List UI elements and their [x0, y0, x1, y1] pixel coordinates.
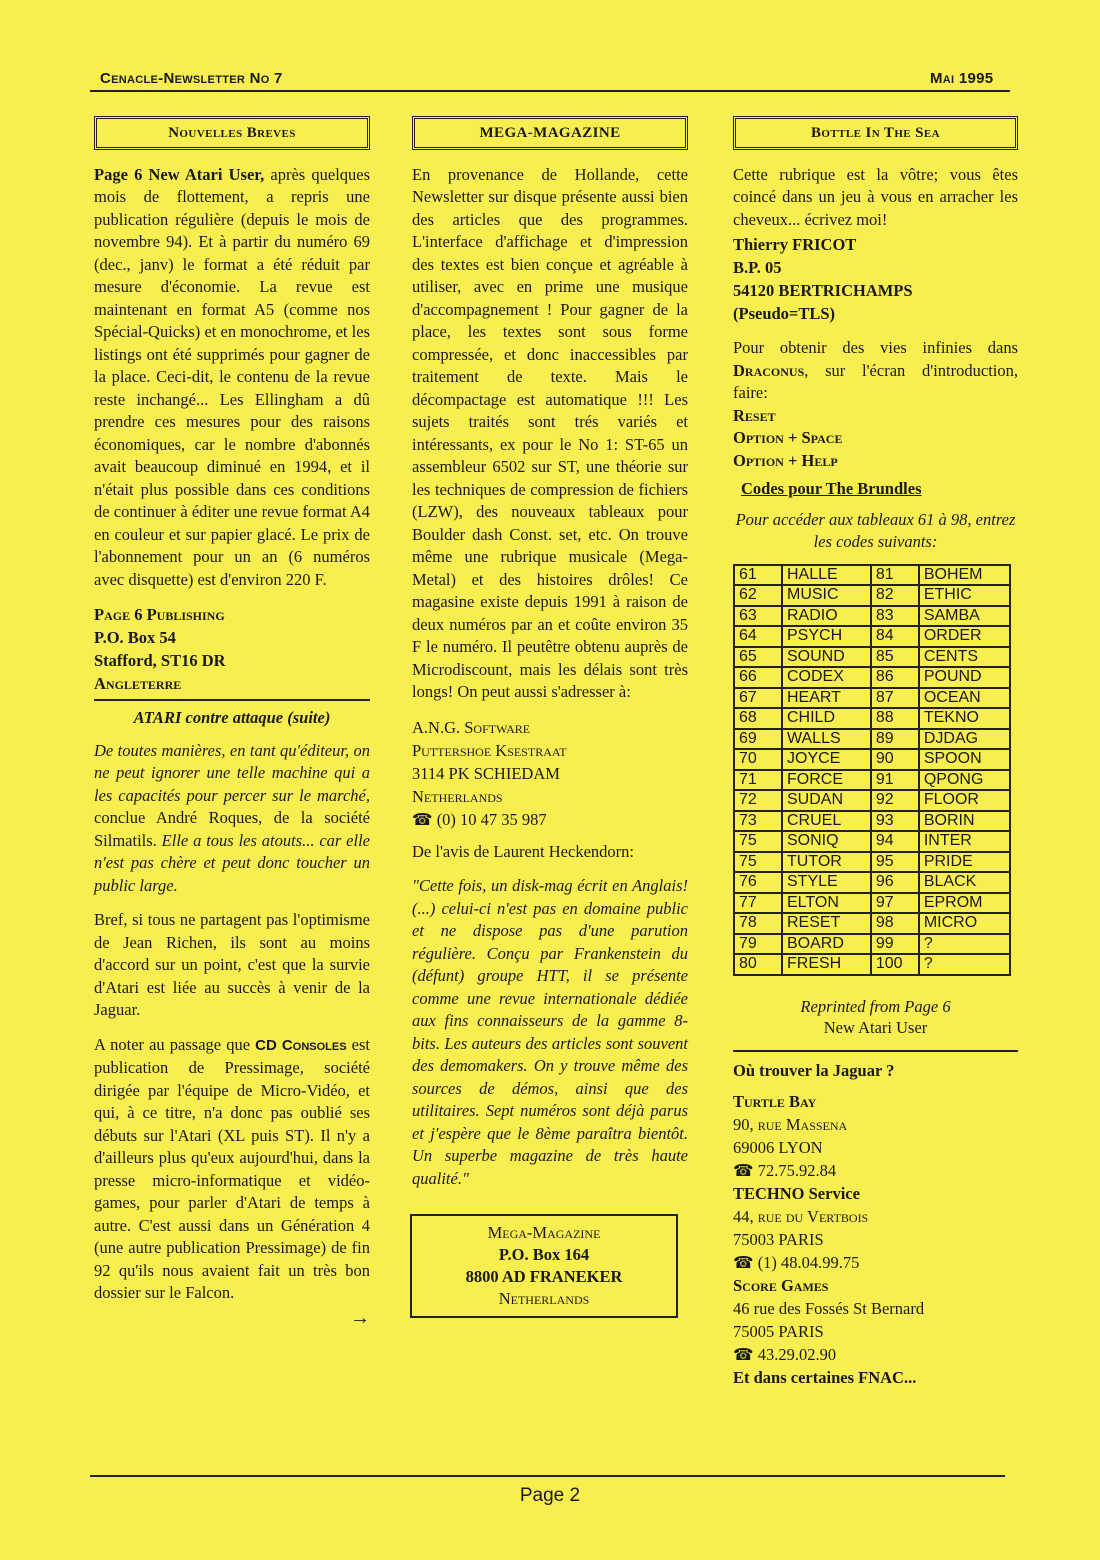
cheat-step: Reset — [733, 405, 776, 425]
codes-row — [734, 852, 1010, 873]
level-code-cell: INTER — [919, 831, 1010, 852]
level-number-cell: 95 — [871, 852, 919, 873]
level-number-cell: 67 — [734, 688, 782, 709]
continue-arrow-icon: → — [350, 1306, 370, 1329]
level-code-cell: TEKNO — [919, 708, 1010, 729]
quote-text: Elle a tous les atouts... car elle n'est pas chère et peut donc toucher un public large. — [94, 830, 370, 895]
level-code-cell: BLACK — [919, 872, 1010, 893]
store-city: 69006 LYON — [733, 1138, 823, 1157]
level-number-cell: 72 — [734, 790, 782, 811]
level-number-cell: 80 — [734, 954, 782, 975]
store-name: Score Games — [733, 1276, 829, 1295]
level-number-cell: 82 — [871, 585, 919, 606]
software-address — [412, 716, 688, 831]
level-code-cell: PRIDE — [919, 852, 1010, 873]
codes-row — [734, 565, 1010, 586]
codes-row — [734, 606, 1010, 627]
level-code-cell: EPROM — [919, 893, 1010, 914]
level-number-cell: 84 — [871, 626, 919, 647]
header-rule — [90, 90, 1010, 92]
codes-row — [734, 872, 1010, 893]
credit-line: New Atari User — [823, 1017, 928, 1037]
codes-row — [734, 934, 1010, 955]
level-number-cell: 99 — [871, 934, 919, 955]
codes-row — [734, 647, 1010, 668]
article-text: Pour obtenir des vies infinies dans — [733, 338, 1018, 357]
closing-note: Et dans certaines FNAC... — [733, 1368, 917, 1387]
address-line: Netherlands — [412, 786, 503, 806]
column-mega-magazine — [412, 116, 688, 1318]
codes-row — [734, 913, 1010, 934]
codes-row — [734, 585, 1010, 606]
address-line: Puttershoe Ksestraat — [412, 740, 567, 760]
level-number-cell: 61 — [734, 565, 782, 586]
footer-rule — [90, 1475, 1005, 1477]
level-number-cell: 92 — [871, 790, 919, 811]
level-number-cell: 91 — [871, 770, 919, 791]
page-number: Page 2 — [519, 1485, 581, 1506]
address-line: P.O. Box 54 — [94, 628, 176, 647]
level-number-cell: 98 — [871, 913, 919, 934]
level-code-cell: JOYCE — [782, 749, 871, 770]
level-number-cell: 89 — [871, 729, 919, 750]
contact-address — [733, 233, 1018, 325]
phone-number: ☎ 72.75.92.84 — [733, 1159, 1018, 1182]
level-code-cell: BORIN — [919, 811, 1010, 832]
level-code-cell: SUDAN — [782, 790, 871, 811]
level-code-cell: FRESH — [782, 954, 871, 975]
address-line: 8800 AD FRANEKER — [465, 1267, 623, 1286]
codes-title: Codes pour The Brundles — [741, 479, 922, 498]
level-number-cell: 81 — [871, 565, 919, 586]
level-code-cell: ? — [919, 954, 1010, 975]
codes-row — [734, 729, 1010, 750]
game-name: Draconus — [733, 360, 805, 380]
level-number-cell: 65 — [734, 647, 782, 668]
level-code-cell: MUSIC — [782, 585, 871, 606]
article-text: A noter au passage que — [94, 1034, 256, 1054]
store-street: 46 rue des Fossés St Bernard — [733, 1299, 925, 1318]
level-number-cell: 77 — [734, 893, 782, 914]
level-number-cell: 63 — [734, 606, 782, 627]
level-number-cell: 62 — [734, 585, 782, 606]
store-street: 44, rue du Vertbois — [733, 1207, 869, 1226]
store-city: 75005 PARIS — [733, 1322, 824, 1341]
codes-row — [734, 626, 1010, 647]
address-line: Mega-Magazine — [487, 1223, 601, 1242]
subsection-title: ATARI contre attaque (suite) — [133, 708, 331, 727]
level-code-cell: SAMBA — [919, 606, 1010, 627]
phone-number: ☎ (1) 48.04.99.75 — [733, 1251, 1018, 1274]
issue-date: Mai 1995 — [930, 70, 994, 87]
address-line: P.O. Box 164 — [498, 1245, 590, 1264]
level-number-cell: 88 — [871, 708, 919, 729]
mega-magazine-address-box — [410, 1214, 678, 1318]
level-number-cell: 96 — [871, 872, 919, 893]
level-code-cell: OCEAN — [919, 688, 1010, 709]
address-line: Stafford, ST16 DR — [94, 651, 226, 670]
article-text: après quelques mois de flottement, a repris une publication régulière (depuis le mois de novembre 94). Et à partir du numéro 69 (dec., janv) le format a été réduit par mesure d'économie. La revue est maintenant en format A5 (comme nos Spécial-Quicks) et en monochrome, et les listings ont été supprimés pour gagner de la place. Ceci-dit, le contenu de la revue reste inchangé... Les Ellingham a dû prendre ces mesures pour des raisons économiques, car le nombre d'abonnés avait beaucoup diminué en 1994, et il n'était plus possible dans ces conditions de continuer à éditer une revue format A4 en couleur et sur papier glacé. Le prix de l'abonnement pour un an (6 numéros avec disquette) est d'environ 220 F. — [94, 164, 371, 589]
section-title-bottle-in-the-sea: Bottle In The Sea — [733, 116, 1018, 150]
credit-line: Reprinted from Page 6 — [800, 996, 951, 1016]
level-code-cell: TUTOR — [782, 852, 871, 873]
article-paragraph: De l'avis de Laurent Heckendorn: — [412, 841, 634, 861]
level-code-cell: RADIO — [782, 606, 871, 627]
level-code-cell: HEART — [782, 688, 871, 709]
level-number-cell: 76 — [734, 872, 782, 893]
level-number-cell: 68 — [734, 708, 782, 729]
level-number-cell: 90 — [871, 749, 919, 770]
article-paragraph: Bref, si tous ne partagent pas l'optimisme de Jean Richen, ils sont au moins d'accord sur un point, c'est que la survie d'Atari est liée au succès à venir de la Jaguar. — [94, 910, 370, 1019]
column-nouvelles-breves — [94, 116, 370, 1329]
level-code-cell: STYLE — [782, 872, 871, 893]
codes-row — [734, 811, 1010, 832]
level-code-cell: SPOON — [919, 749, 1010, 770]
level-code-cell: SONIQ — [782, 831, 871, 852]
address-line: Page 6 Publishing — [94, 605, 225, 624]
cheat-step: Option + Help — [733, 450, 838, 470]
level-number-cell: 93 — [871, 811, 919, 832]
level-number-cell: 75 — [734, 831, 782, 852]
level-code-cell: FORCE — [782, 770, 871, 791]
codes-row — [734, 893, 1010, 914]
magazine-name: CD Consoles — [255, 1036, 347, 1054]
column-bottle-in-the-sea — [733, 116, 1018, 1393]
address-line: A.N.G. Software — [412, 717, 531, 737]
address-line: 3114 PK SCHIEDAM — [412, 763, 560, 783]
section-title-nouvelles-breves: Nouvelles Breves — [94, 116, 370, 150]
level-code-cell: BOHEM — [919, 565, 1010, 586]
level-code-cell: ELTON — [782, 893, 871, 914]
address-line: Angleterre — [94, 674, 182, 693]
subsection-title: Où trouver la Jaguar ? — [733, 1060, 895, 1080]
level-number-cell: 87 — [871, 688, 919, 709]
article-paragraph — [94, 1034, 370, 1305]
store-name: TECHNO Service — [733, 1184, 860, 1203]
store-name: Turtle Bay — [733, 1092, 817, 1111]
level-code-cell: BOARD — [782, 934, 871, 955]
section-divider — [733, 1050, 1018, 1052]
section-divider — [94, 699, 370, 701]
level-number-cell: 85 — [871, 647, 919, 668]
level-code-cell: CHILD — [782, 708, 871, 729]
level-code-cell: RESET — [782, 913, 871, 934]
level-code-cell: CENTS — [919, 647, 1010, 668]
level-number-cell: 100 — [871, 954, 919, 975]
level-code-cell: WALLS — [782, 729, 871, 750]
codes-row — [734, 770, 1010, 791]
section-title-mega-magazine: MEGA-MAGAZINE — [412, 116, 688, 150]
codes-intro: Pour accéder aux tableaux 61 à 98, entrez les codes suivants: — [735, 509, 1016, 551]
cheat-step: Option + Space — [733, 428, 843, 447]
codes-row — [734, 790, 1010, 811]
article-paragraph: Cette rubrique est la vôtre; vous êtes coincé dans un jeu à vous en arracher les cheveux... écrivez moi! — [733, 164, 1018, 229]
level-code-cell: ORDER — [919, 626, 1010, 647]
level-code-cell: SOUND — [782, 647, 871, 668]
level-code-cell: DJDAG — [919, 729, 1010, 750]
codes-row — [734, 749, 1010, 770]
address-line: Netherlands — [498, 1289, 590, 1308]
address-line: Thierry FRICOT — [733, 235, 857, 254]
level-number-cell: 97 — [871, 893, 919, 914]
phone-number: ☎ (0) 10 47 35 987 — [412, 808, 688, 831]
codes-row — [734, 954, 1010, 975]
publisher-address — [94, 603, 370, 695]
article-text: conclue André Roques, de la société Silmatils. — [94, 808, 370, 850]
store-street: 90, rue Massena — [733, 1115, 848, 1134]
level-code-cell: PSYCH — [782, 626, 871, 647]
article-paragraph — [94, 740, 370, 898]
level-number-cell: 71 — [734, 770, 782, 791]
review-quote: "Cette fois, un disk-mag écrit en Anglais! (...) celui-ci n'est pas en domaine public et ne dispose pas d'une parution régulière. Conçu par Frankenstein du (défunt) groupe HTT, il se présente comme une revue internationale dédiée aux fins connaisseurs de la gamme 8-bits. Les auteurs des articles sont souvent des demomakers. On y trouve même des sources de démos, ainsi que des utilitaires. Sept numéros sont déjà parus et j'espère que le 8ème paraîtra bientôt. Un superbe magazine de très haute qualité." — [412, 876, 688, 1188]
level-number-cell: 66 — [734, 667, 782, 688]
article-paragraph — [94, 164, 370, 592]
level-code-cell: ? — [919, 934, 1010, 955]
level-number-cell: 69 — [734, 729, 782, 750]
level-number-cell: 78 — [734, 913, 782, 934]
quote-text: De toutes manières, en tant qu'éditeur, on ne peut ignorer une telle machine qui a les capacités pour percer sur le marché, — [94, 740, 370, 805]
level-code-cell: HALLE — [782, 565, 871, 586]
article-text: est publication de Pressimage, société dirigée par l'équipe de Micro-Vidéo, et qui, à ce titre, n'a donc pas oublié ses débuts sur l'Atari (XL puis ST). Il n'y a d'ailleurs plus qu'eux aujourd'hui, dans la presse micro-informatique et vidéo-games, pour parler d'Atari de temps à autre. C'est aussi dans un Génération 4 (une autre publication Pressimage) de fin 92 qu'ils nous avaient fait un très bon dossier sur le Falcon. — [94, 1034, 370, 1302]
address-line: B.P. 05 — [733, 258, 782, 277]
phone-number: ☎ 43.29.02.90 — [733, 1343, 1018, 1366]
newsletter-title: Cenacle-Newsletter No 7 — [100, 70, 283, 87]
level-code-cell: POUND — [919, 667, 1010, 688]
level-number-cell: 94 — [871, 831, 919, 852]
level-code-cell: CRUEL — [782, 811, 871, 832]
level-number-cell: 70 — [734, 749, 782, 770]
codes-table — [733, 564, 1011, 976]
codes-row — [734, 688, 1010, 709]
address-line: 54120 BERTRICHAMPS — [733, 281, 913, 300]
level-number-cell: 64 — [734, 626, 782, 647]
level-number-cell: 73 — [734, 811, 782, 832]
article-paragraph: En provenance de Hollande, cette Newsletter sur disque présente aussi bien des articles que des programmes. L'interface d'affichage et d'impression des textes est bien conçue et agréable à utiliser, avec en prime une musique d'accompagnement ! Pour gagner de la place, les textes sont sous forme compressée, et donc inaccessibles par traitement de texte. Mais le décompactage est automatique !!! Les sujets traités sont trés variés et intéressants, ex pour le No 1: ST-65 un assembleur 6502 sur ST, une théorie sur les techniques de compression de fichiers (LZW), des nouveaux tableaux pour Boulder dash Const. set, etc. On trouve même une rubrique musicale (Mega-Metal) et des histoires drôles! Ce magasine existe depuis 1991 à raison de deux numéros par an et coûte environ 35 F le numéro. Il peutêtre obtenu auprès de Microdiscount, mais les délais sont très longs! On peut aussi s'adresser à: — [412, 164, 688, 701]
codes-row — [734, 667, 1010, 688]
codes-row — [734, 708, 1010, 729]
store-list — [733, 1090, 1018, 1389]
level-number-cell: 83 — [871, 606, 919, 627]
address-line: (Pseudo=TLS) — [733, 304, 836, 323]
store-city: 75003 PARIS — [733, 1230, 824, 1249]
level-number-cell: 75 — [734, 852, 782, 873]
level-number-cell: 79 — [734, 934, 782, 955]
reprint-credit — [733, 996, 1018, 1038]
article-lead: Page 6 New Atari User, — [94, 164, 265, 184]
level-code-cell: CODEX — [782, 667, 871, 688]
article-text: , sur l'écran d'introduction, faire: — [733, 360, 1018, 402]
level-number-cell: 86 — [871, 667, 919, 688]
level-code-cell: ETHIC — [919, 585, 1010, 606]
codes-row — [734, 831, 1010, 852]
level-code-cell: QPONG — [919, 770, 1010, 791]
article-paragraph — [733, 337, 1018, 405]
level-code-cell: FLOOR — [919, 790, 1010, 811]
level-code-cell: MICRO — [919, 913, 1010, 934]
